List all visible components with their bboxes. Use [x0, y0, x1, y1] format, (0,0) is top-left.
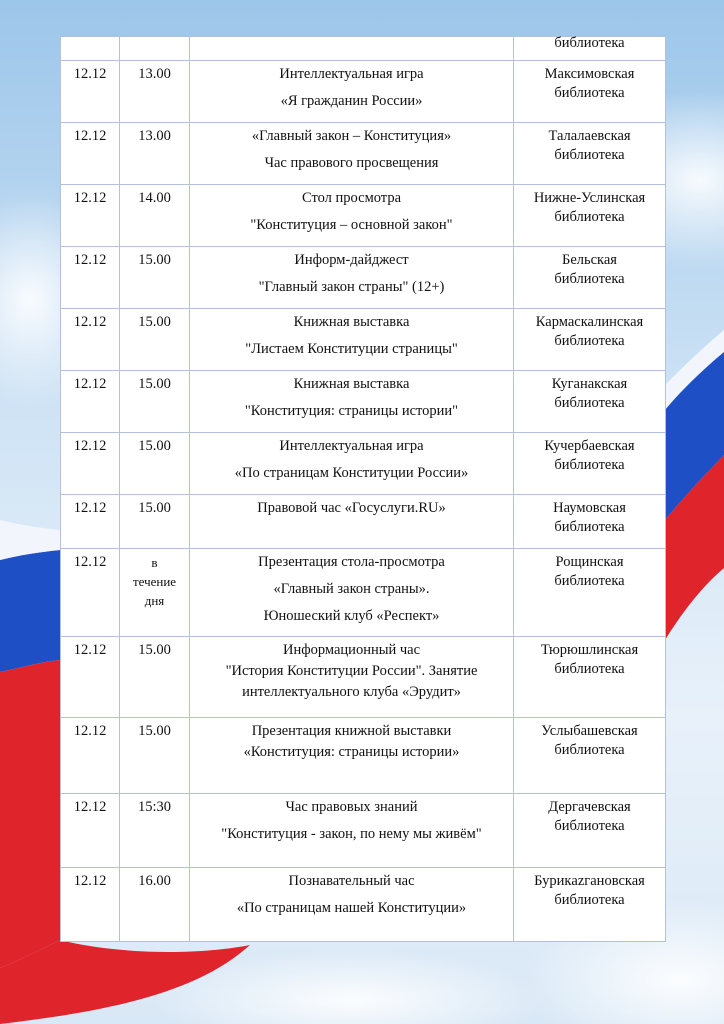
place-line: библиотека [554, 573, 625, 589]
time-cell: 15.00 [120, 309, 190, 371]
date-cell: 12.12 [61, 247, 120, 309]
event-cell [190, 495, 514, 549]
date-cell: 12.12 [61, 185, 120, 247]
event-line: «Главный закон страны». [273, 581, 430, 597]
events-table [60, 36, 666, 942]
place-cell [514, 549, 666, 637]
time-cell: 16.00 [120, 868, 190, 942]
event-line: Интеллектуальная игра [279, 438, 424, 454]
place-line: библиотека [554, 892, 625, 908]
table-row [61, 718, 666, 794]
event-cell [190, 718, 514, 794]
date-cell [61, 37, 120, 61]
event-line: "Конституция - закон, по нему мы живём" [221, 826, 482, 842]
time-cell: 15:30 [120, 794, 190, 868]
event-line: Стол просмотра [301, 190, 402, 206]
place-cell [514, 37, 666, 61]
place-cell [514, 433, 666, 495]
place-line: библиотека [554, 395, 625, 411]
time-line: дня [144, 593, 165, 608]
event-line: Презентация стола-просмотра [258, 554, 445, 570]
date-cell: 12.12 [61, 309, 120, 371]
place-line: библиотека [554, 147, 625, 163]
date-cell: 12.12 [61, 549, 120, 637]
place-line: библиотека [554, 457, 625, 473]
event-line: Презентация книжной выставки [251, 723, 452, 739]
place-line: библиотека [554, 519, 625, 535]
event-cell [190, 61, 514, 123]
event-cell [190, 247, 514, 309]
event-line: "Конституция: страницы истории" [244, 403, 459, 419]
place-line: Бурикazгановская [534, 873, 645, 889]
date-cell: 12.12 [61, 61, 120, 123]
time-cell: 15.00 [120, 247, 190, 309]
place-line: Тюрюшлинская [540, 642, 639, 658]
event-line: «Главный закон – Конституция» [251, 128, 452, 144]
place-line: Максимовская [544, 66, 635, 82]
time-cell: 14.00 [120, 185, 190, 247]
event-line: «По страницам нашей Конституции» [236, 900, 467, 916]
place-cell [514, 247, 666, 309]
event-cell [190, 794, 514, 868]
event-line: Информ-дайджест [294, 252, 409, 268]
event-line: «Я гражданин России» [280, 93, 423, 109]
time-cell: 15.00 [120, 433, 190, 495]
event-line: "Главный закон страны" (12+) [258, 279, 445, 295]
place-line: библиотека [554, 35, 625, 51]
date-cell: 12.12 [61, 794, 120, 868]
place-line: библиотека [554, 85, 625, 101]
table-row [61, 433, 666, 495]
table-row [61, 868, 666, 942]
event-line: Интеллектуальная игра [279, 66, 424, 82]
table-row [61, 247, 666, 309]
place-line: библиотека [554, 271, 625, 287]
place-line: библиотека [554, 209, 625, 225]
time-cell [120, 37, 190, 61]
time-line: в [151, 555, 158, 570]
place-line: Кучербаевская [544, 438, 635, 454]
event-line: "Листаем Конституции страницы" [245, 341, 458, 357]
place-line: библиотека [554, 742, 625, 758]
time-cell: 15.00 [120, 495, 190, 549]
place-line: библиотека [554, 661, 625, 677]
place-cell [514, 309, 666, 371]
place-line: Рощинская [555, 554, 624, 570]
event-cell [190, 185, 514, 247]
place-line: библиотека [554, 333, 625, 349]
date-cell: 12.12 [61, 123, 120, 185]
table-row [61, 549, 666, 637]
event-cell [190, 433, 514, 495]
event-line: Час правовых знаний [285, 799, 418, 815]
place-cell [514, 371, 666, 433]
event-cell [190, 637, 514, 718]
event-cell [190, 868, 514, 942]
event-line: «По страницам Конституции России» [234, 465, 469, 481]
event-line: "История Конституции России". Занятие [225, 663, 478, 679]
place-cell [514, 495, 666, 549]
event-line: Познавательный час [288, 873, 415, 889]
place-line: Дергачевская [548, 799, 631, 815]
table-row [61, 371, 666, 433]
place-line: Нижне-Услинская [533, 190, 646, 206]
place-line: библиотека [554, 818, 625, 834]
event-line: «Конституция: страницы истории» [243, 744, 460, 760]
place-line: Наумовская [553, 500, 626, 516]
place-line: Куганакская [551, 376, 628, 392]
place-cell [514, 185, 666, 247]
place-cell [514, 61, 666, 123]
place-line: Талалаевская [548, 128, 631, 144]
time-cell: 15.00 [120, 637, 190, 718]
time-cell: 15.00 [120, 718, 190, 794]
event-cell [190, 371, 514, 433]
event-line: Час правового просвещения [264, 155, 439, 171]
event-line: Книжная выставка [293, 314, 410, 330]
table-row [61, 794, 666, 868]
table-row-continued [61, 37, 666, 61]
date-cell: 12.12 [61, 637, 120, 718]
time-cell [120, 549, 190, 637]
place-cell [514, 794, 666, 868]
event-line: Правовой час «Госуслуги.RU» [257, 500, 446, 516]
event-cell [190, 123, 514, 185]
date-cell: 12.12 [61, 495, 120, 549]
event-line: интеллектуального клуба «Эрудит» [242, 684, 461, 700]
table-row [61, 637, 666, 718]
place-line: Кармаскалинская [535, 314, 644, 330]
place-cell [514, 718, 666, 794]
event-line: Информационный час [283, 642, 420, 658]
date-cell: 12.12 [61, 433, 120, 495]
time-cell: 13.00 [120, 61, 190, 123]
event-cell [190, 309, 514, 371]
place-cell [514, 123, 666, 185]
time-cell: 15.00 [120, 371, 190, 433]
date-cell: 12.12 [61, 371, 120, 433]
date-cell: 12.12 [61, 718, 120, 794]
event-line: "Конституция – основной закон" [250, 217, 453, 233]
table-row [61, 61, 666, 123]
table-row [61, 495, 666, 549]
table-row [61, 123, 666, 185]
table-row [61, 309, 666, 371]
event-line: Юношеский клуб «Респект» [263, 608, 440, 624]
time-line: течение [132, 574, 177, 589]
place-cell [514, 868, 666, 942]
time-cell: 13.00 [120, 123, 190, 185]
event-line: Книжная выставка [293, 376, 410, 392]
table-row [61, 185, 666, 247]
place-line: Бельская [562, 252, 617, 268]
place-line: Услыбашевская [541, 723, 638, 739]
event-cell [190, 37, 514, 61]
event-cell [190, 549, 514, 637]
date-cell: 12.12 [61, 868, 120, 942]
place-cell [514, 637, 666, 718]
